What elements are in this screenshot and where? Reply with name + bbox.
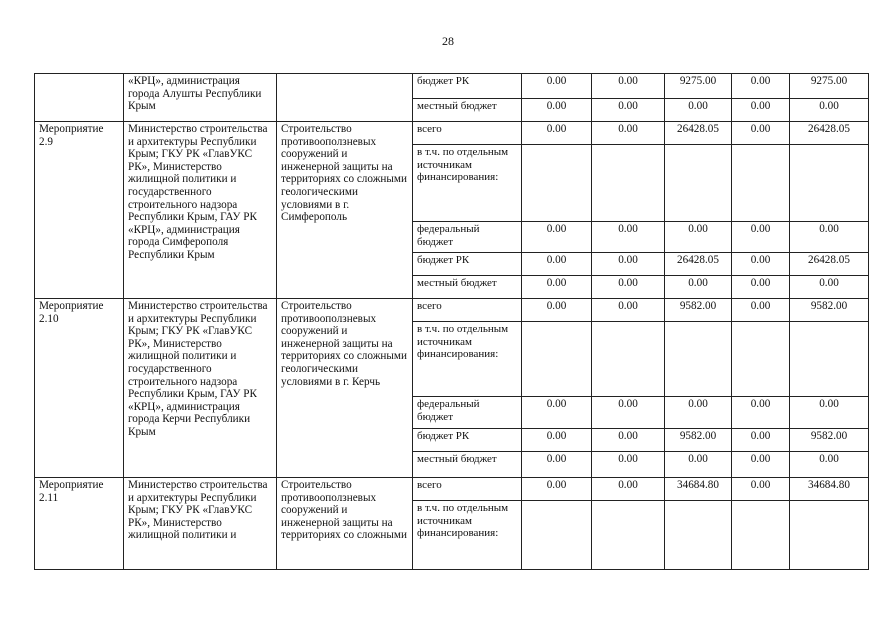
value-cell [790, 322, 869, 397]
value-cell: 0.00 [665, 452, 732, 478]
funding-source-cell: федеральный бюджет [413, 222, 522, 253]
measure-cell: Мероприятие 2.10 [35, 299, 124, 478]
funding-source-cell: в т.ч. по отдельным источникам финансирования: [413, 145, 522, 222]
budget-table [34, 73, 869, 570]
value-cell: 26428.05 [665, 122, 732, 145]
value-cell [592, 322, 665, 397]
value-cell: 34684.80 [665, 478, 732, 501]
value-cell [732, 145, 790, 222]
value-cell: 0.00 [522, 253, 592, 276]
value-cell: 0.00 [592, 429, 665, 452]
value-cell: 0.00 [665, 397, 732, 429]
value-cell [522, 322, 592, 397]
value-cell: 0.00 [592, 253, 665, 276]
value-cell: 9275.00 [790, 74, 869, 99]
measure-cell: Мероприятие 2.11 [35, 478, 124, 570]
value-cell: 0.00 [790, 222, 869, 253]
value-cell: 0.00 [592, 222, 665, 253]
executor-cell: «КРЦ», администрация города Алушты Республики Крым [124, 74, 277, 122]
value-cell: 0.00 [732, 122, 790, 145]
funding-source-cell: бюджет РК [413, 253, 522, 276]
value-cell: 0.00 [522, 276, 592, 299]
value-cell [732, 322, 790, 397]
value-cell: 9582.00 [665, 429, 732, 452]
value-cell [790, 145, 869, 222]
executor-cell: Министерство строительства и архитектуры Республики Крым; ГКУ РК «ГлавУКС РК», Министерство жилищной политики и государственного строительного надзора Республики Крым, ГАУ РК «КРЦ», администрация города Симферополя Республики Крым [124, 122, 277, 299]
value-cell [665, 322, 732, 397]
value-cell: 0.00 [522, 429, 592, 452]
value-cell: 0.00 [522, 299, 592, 322]
value-cell: 0.00 [522, 74, 592, 99]
funding-source-cell: в т.ч. по отдельным источникам финансирования: [413, 322, 522, 397]
value-cell: 26428.05 [665, 253, 732, 276]
value-cell: 0.00 [522, 222, 592, 253]
table-row [35, 478, 869, 501]
value-cell [665, 501, 732, 570]
executor-cell: Министерство строительства и архитектуры Республики Крым; ГКУ РК «ГлавУКС РК», Министерство жилищной политики и государственного строительного надзора Республики Крым, ГАУ РК «КРЦ», администрация города Керчи Республики Крым [124, 299, 277, 478]
value-cell: 0.00 [665, 276, 732, 299]
value-cell [592, 145, 665, 222]
table-row [35, 74, 869, 99]
table-row [35, 122, 869, 145]
funding-source-cell: всего [413, 122, 522, 145]
value-cell: 0.00 [732, 452, 790, 478]
funding-source-cell: местный бюджет [413, 99, 522, 122]
value-cell: 0.00 [732, 222, 790, 253]
funding-source-cell: бюджет РК [413, 429, 522, 452]
value-cell: 0.00 [790, 99, 869, 122]
measure-cell: Мероприятие 2.9 [35, 122, 124, 299]
funding-source-cell: федеральный бюджет [413, 397, 522, 429]
value-cell: 0.00 [665, 99, 732, 122]
value-cell: 0.00 [732, 253, 790, 276]
value-cell: 0.00 [732, 397, 790, 429]
value-cell: 0.00 [522, 452, 592, 478]
value-cell: 9582.00 [665, 299, 732, 322]
value-cell: 0.00 [522, 397, 592, 429]
value-cell [522, 145, 592, 222]
value-cell: 0.00 [790, 397, 869, 429]
funding-source-cell: местный бюджет [413, 452, 522, 478]
object-cell: Строительство противооползневых сооружений и инженерной защиты на территориях со сложными [277, 478, 413, 570]
value-cell: 0.00 [790, 452, 869, 478]
value-cell: 0.00 [592, 99, 665, 122]
value-cell: 0.00 [732, 299, 790, 322]
value-cell: 0.00 [592, 452, 665, 478]
value-cell: 26428.05 [790, 253, 869, 276]
object-cell: Строительство противооползневых сооружений и инженерной защиты на территориях со сложными геологическими условиями в г. Керчь [277, 299, 413, 478]
value-cell: 9582.00 [790, 299, 869, 322]
funding-source-cell: всего [413, 299, 522, 322]
value-cell [522, 501, 592, 570]
value-cell: 0.00 [592, 276, 665, 299]
value-cell: 0.00 [732, 429, 790, 452]
funding-source-cell: в т.ч. по отдельным источникам финансирования: [413, 501, 522, 570]
value-cell: 0.00 [592, 478, 665, 501]
value-cell [732, 501, 790, 570]
measure-cell [35, 74, 124, 122]
value-cell: 0.00 [592, 397, 665, 429]
value-cell: 0.00 [665, 222, 732, 253]
value-cell: 0.00 [732, 99, 790, 122]
value-cell: 0.00 [732, 276, 790, 299]
value-cell [592, 501, 665, 570]
value-cell: 0.00 [592, 74, 665, 99]
value-cell: 0.00 [790, 276, 869, 299]
value-cell: 26428.05 [790, 122, 869, 145]
value-cell: 0.00 [522, 122, 592, 145]
table-row [35, 299, 869, 322]
value-cell [665, 145, 732, 222]
value-cell: 0.00 [732, 478, 790, 501]
value-cell: 0.00 [522, 478, 592, 501]
value-cell: 0.00 [522, 99, 592, 122]
object-cell [277, 74, 413, 122]
value-cell: 0.00 [592, 299, 665, 322]
value-cell: 34684.80 [790, 478, 869, 501]
value-cell: 9275.00 [665, 74, 732, 99]
value-cell: 0.00 [592, 122, 665, 145]
value-cell: 0.00 [732, 74, 790, 99]
funding-source-cell: всего [413, 478, 522, 501]
value-cell: 9582.00 [790, 429, 869, 452]
page-number: 28 [442, 34, 454, 48]
executor-cell: Министерство строительства и архитектуры Республики Крым; ГКУ РК «ГлавУКС РК», Министерство жилищной политики и [124, 478, 277, 570]
object-cell: Строительство противооползневых сооружений и инженерной защиты на территориях со сложными геологическими условиями в г. Симферополь [277, 122, 413, 299]
funding-source-cell: местный бюджет [413, 276, 522, 299]
funding-source-cell: бюджет РК [413, 74, 522, 99]
value-cell [790, 501, 869, 570]
